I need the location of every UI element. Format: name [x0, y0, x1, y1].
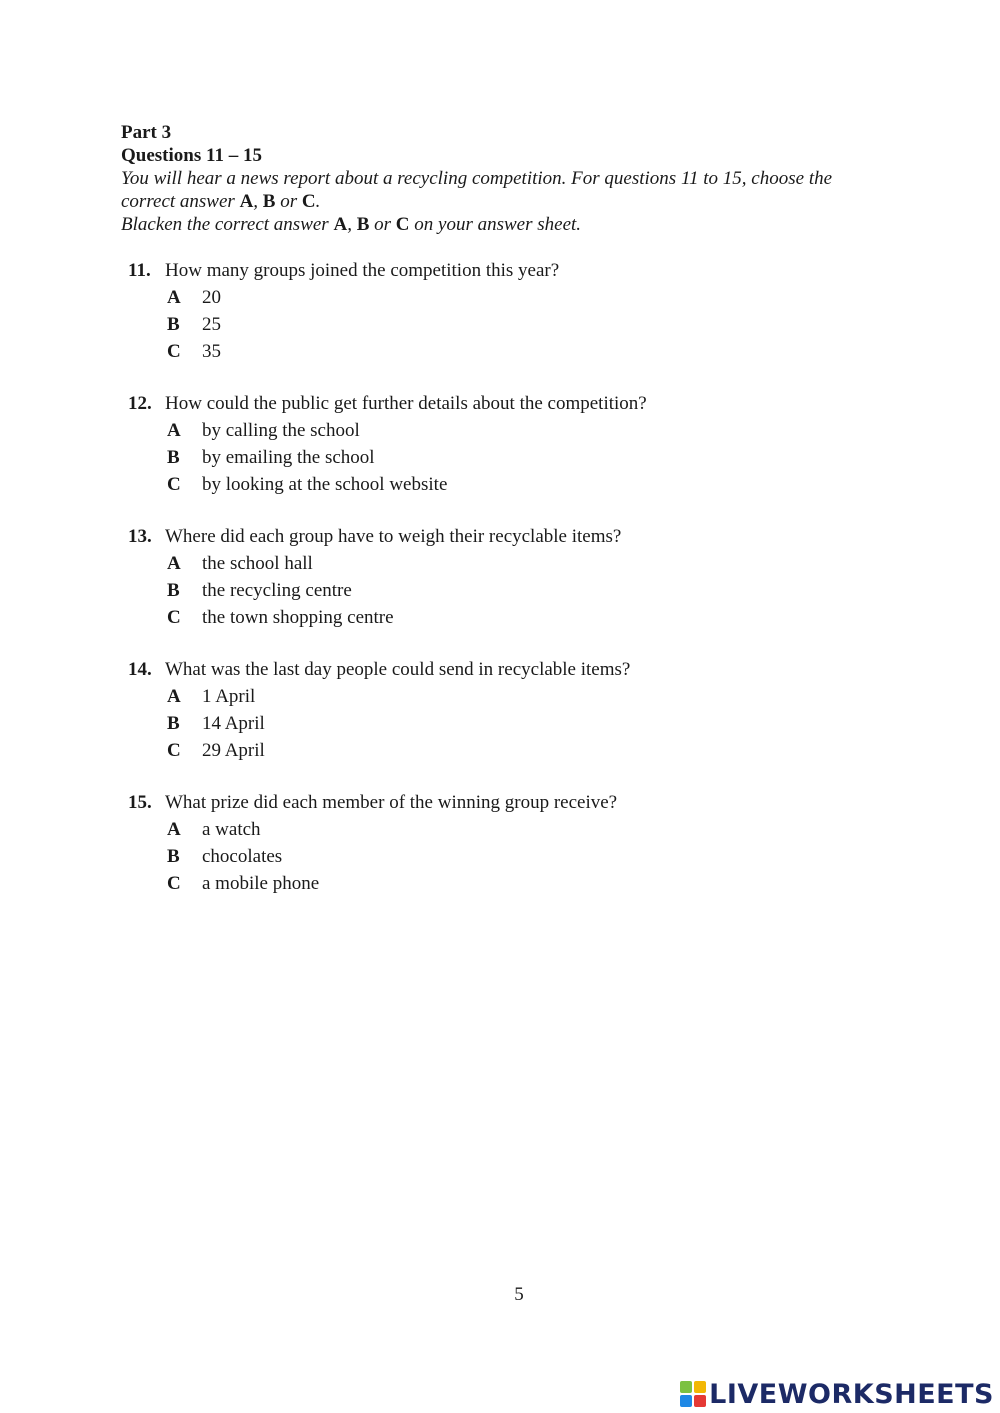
question-text: What was the last day people could send in recyclable items?	[165, 659, 631, 680]
option-letter: C	[167, 740, 181, 761]
liveworksheets-logo	[680, 1377, 994, 1411]
option-a[interactable]	[128, 816, 617, 843]
question-stem	[128, 523, 621, 550]
option-c[interactable]	[128, 338, 559, 365]
option-c[interactable]	[128, 737, 630, 764]
option-text: chocolates	[202, 846, 283, 867]
question-stem	[128, 656, 630, 683]
question-text: How could the public get further details about the competition?	[165, 393, 647, 414]
option-c[interactable]	[128, 604, 621, 631]
option-text: 1 April	[202, 686, 256, 707]
option-letter: A	[167, 553, 181, 574]
page-number: 5	[514, 1284, 524, 1305]
option-letter: B	[167, 846, 180, 867]
option-b[interactable]	[128, 444, 647, 471]
questions-range: Questions 11 – 15	[121, 145, 262, 166]
option-letter: C	[167, 873, 181, 894]
question-number: 15.	[128, 792, 152, 813]
option-letter: B	[167, 713, 180, 734]
option-letter: A	[167, 287, 181, 308]
logo-text: LIVEWORKSHEETS	[709, 1378, 994, 1410]
question-15	[128, 789, 617, 897]
option-text: 20	[202, 287, 221, 308]
section-header	[121, 121, 881, 236]
option-letter: A	[167, 819, 181, 840]
option-a[interactable]	[128, 417, 647, 444]
option-b[interactable]	[128, 311, 559, 338]
option-text: by looking at the school website	[202, 474, 448, 495]
question-11	[128, 257, 559, 365]
option-text: 14 April	[202, 713, 265, 734]
option-b[interactable]	[128, 710, 630, 737]
option-text: the town shopping centre	[202, 607, 394, 628]
option-text: the school hall	[202, 553, 313, 574]
option-b[interactable]	[128, 577, 621, 604]
question-number: 11.	[128, 260, 151, 281]
question-12	[128, 390, 647, 498]
option-text: by emailing the school	[202, 447, 375, 468]
question-stem	[128, 257, 559, 284]
option-letter: A	[167, 420, 181, 441]
option-letter: B	[167, 447, 180, 468]
question-text: What prize did each member of the winning group receive?	[165, 792, 618, 813]
option-c[interactable]	[128, 870, 617, 897]
question-text: Where did each group have to weigh their recyclable items?	[165, 526, 622, 547]
logo-squares-icon	[680, 1381, 706, 1407]
option-text: 29 April	[202, 740, 265, 761]
option-text: 25	[202, 314, 221, 335]
question-13	[128, 523, 621, 631]
option-c[interactable]	[128, 471, 647, 498]
option-a[interactable]	[128, 683, 630, 710]
option-letter: C	[167, 607, 181, 628]
question-number: 14.	[128, 659, 152, 680]
question-stem	[128, 789, 617, 816]
part-title: Part 3	[121, 122, 172, 143]
option-b[interactable]	[128, 843, 617, 870]
option-a[interactable]	[128, 550, 621, 577]
option-text: the recycling centre	[202, 580, 352, 601]
instruction-line-2: Blacken the correct answer A, B or C on your answer sheet.	[121, 214, 582, 235]
option-text: by calling the school	[202, 420, 360, 441]
option-text: a mobile phone	[202, 873, 320, 894]
option-letter: C	[167, 341, 181, 362]
question-number: 13.	[128, 526, 152, 547]
option-letter: B	[167, 580, 180, 601]
option-text: 35	[202, 341, 221, 362]
option-letter: B	[167, 314, 180, 335]
question-number: 12.	[128, 393, 152, 414]
question-14	[128, 656, 630, 764]
instruction-line-1: You will hear a news report about a recycling competition. For questions 11 to 15, choose the correct answer A, B or C.	[121, 168, 833, 212]
option-letter: A	[167, 686, 181, 707]
question-stem	[128, 390, 647, 417]
option-a[interactable]	[128, 284, 559, 311]
option-letter: C	[167, 474, 181, 495]
question-text: How many groups joined the competition this year?	[165, 260, 560, 281]
option-text: a watch	[202, 819, 261, 840]
